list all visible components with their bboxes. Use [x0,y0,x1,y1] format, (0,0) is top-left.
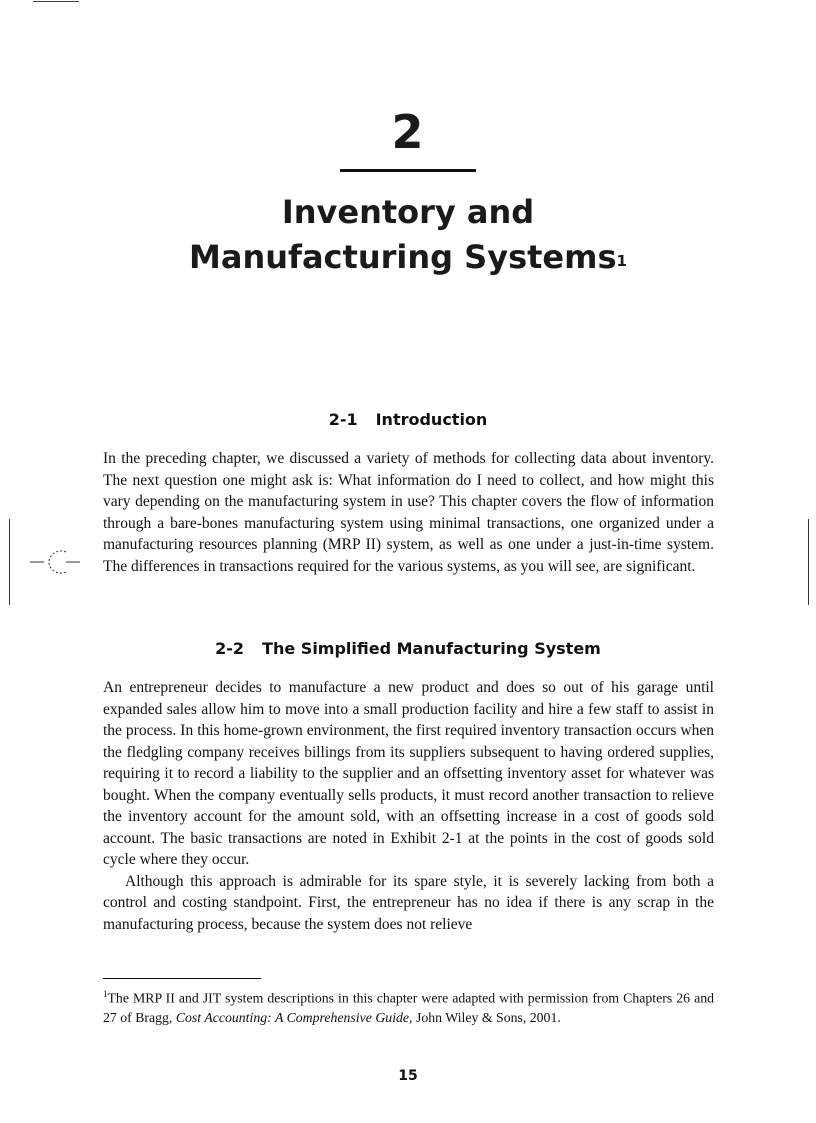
section-heading-introduction [0,409,816,431]
section-title: The Simplified Manufacturing System [262,639,601,658]
footnote [103,985,714,1028]
footnote-book-title: Cost Accounting: A Comprehensive Guide, [175,1010,413,1026]
chapter-title [0,190,816,280]
footnote-text-before: The MRP II and JIT system descriptions in this chapter were adapted with permission from Chapters 26 and 27 of Bragg, [103,990,714,1026]
chapter-title-line1: Inventory and [281,193,535,231]
section-number: 2-1 [328,410,358,429]
section-body-introduction [103,448,714,577]
registration-mark-icon [30,545,80,579]
footnote-marker: 1 [103,989,108,999]
section-title: Introduction [375,410,488,429]
footnote-text-after: John Wiley & Sons, 2001. [412,1010,561,1026]
header-rule [33,1,79,2]
page-number: 15 [398,1068,418,1084]
margin-bar-left [9,519,10,605]
chapter-rule [340,169,476,172]
paragraph: Although this approach is admirable for its spare style, it is severely lacking from both a control and costing standpoint. First, the entrepreneur has no idea if there is any scrap in the manufacturing process, because the system does not relieve [103,872,714,933]
chapter-number: 2 [391,105,425,159]
chapter-title-footnote-ref[interactable]: 1 [616,252,627,270]
paragraph: In the preceding chapter, we discussed a variety of methods for collecting data about inventory. The next question one might ask is: What information do I need to collect, and how might this vary depending on the manufacturing system in use? This chapter covers the flow of information through a bare-bones manufacturing system using minimal transactions, one organized under a manufacturing resources planning (MRP II) system, as well as one under a just-in-time system. The differences in transactions required for the various systems, as you will see, are significant. [103,450,714,575]
chapter-title-line2 [0,235,816,280]
paragraph: An entrepreneur decides to manufacture a new product and does so out of his garage until expanded sales allow him to move into a small production facility and hire a few staff to assist in the process. In this home-grown environment, the first required inventory transaction occurs when the fledgling company receives billings from its suppliers subsequent to having ordered supplies, requiring it to record a liability to the supplier and an offsetting inventory asset for whatever was bought. When the company eventually sells products, it must record another transaction to relieve the inventory account for the amount sold, with an offsetting increase in a cost of goods sold account. The basic transactions are noted in Exhibit 2-1 at the points in the cost of goods sold cycle where they occur. [103,679,714,868]
margin-bar-right [808,519,809,605]
chapter-title-line2-text: Manufacturing Systems [189,238,617,276]
section-heading-simplified-manufacturing [0,638,816,660]
footnote-rule [103,978,261,979]
section-body-simplified-manufacturing [103,677,714,935]
section-number: 2-2 [215,639,245,658]
